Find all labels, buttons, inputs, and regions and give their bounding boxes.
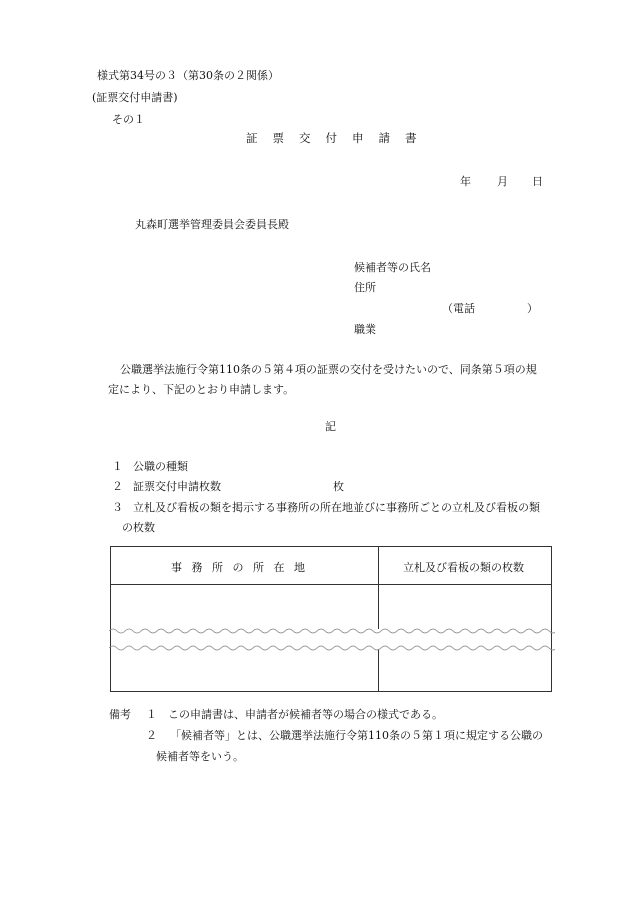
note-1-text: この申請書は、申請者が候補者等の場合の様式である。	[168, 708, 443, 721]
item-2-number: ２	[112, 480, 123, 493]
table-header-sign-count: 立札及び看板の類の枚数	[403, 561, 524, 574]
address-label: 住所	[354, 281, 376, 294]
body-line-2: 定により、下記のとおり申請します。	[108, 383, 295, 396]
form-variant: その１	[112, 113, 145, 126]
date-year-label: 年	[460, 175, 471, 188]
table-header-divider	[111, 584, 551, 585]
date-month-label: 月	[497, 175, 508, 188]
item-3-number: ３	[112, 501, 123, 514]
notes-label: 備考	[109, 708, 131, 721]
note-2-line-2: 候補者等をいう。	[156, 750, 244, 763]
phone-open-label: （電話	[442, 302, 475, 315]
form-number: 様式第34号の３（第30条の２関係）	[97, 69, 279, 82]
table-column-divider-lower	[378, 649, 379, 692]
item-3-line-1: 立札及び看板の類を掲示する事務所の所在地並びに事務所ごとの立札及び看板の類	[133, 501, 540, 514]
note-2-line-1: 「候補者等」とは、公職選挙法施行令第110条の５第１項に規定する公職の	[170, 729, 543, 742]
note-2-number: ２	[146, 729, 157, 742]
addressee: 丸森町選挙管理委員会委員長殿	[135, 218, 289, 231]
page-title: 証票交付申請書	[246, 131, 432, 145]
table-break-mark-upper	[109, 627, 555, 635]
table-header-office-location: 事 務 所 の 所 在 地	[171, 561, 308, 574]
table-column-divider-upper	[378, 547, 379, 629]
item-1-label: 公職の種類	[133, 460, 188, 473]
item-2-label: 証票交付申請枚数	[133, 480, 221, 493]
candidate-name-label: 候補者等の氏名	[354, 261, 431, 274]
form-subtitle: (証票交付申請書)	[92, 91, 178, 104]
office-table	[110, 546, 552, 692]
item-3-line-2: の枚数	[122, 521, 155, 534]
phone-close-label: ）	[527, 302, 538, 315]
date-day-label: 日	[532, 175, 543, 188]
table-break-mark-lower	[109, 644, 555, 652]
record-heading: 記	[325, 420, 336, 433]
item-1-number: １	[112, 460, 123, 473]
item-2-unit: 枚	[333, 480, 344, 493]
occupation-label: 職業	[354, 323, 376, 336]
body-line-1: 公職選挙法施行令第110条の５第４項の証票の交付を受けたいので、同条第５項の規	[120, 363, 537, 376]
note-1-number: １	[146, 708, 157, 721]
